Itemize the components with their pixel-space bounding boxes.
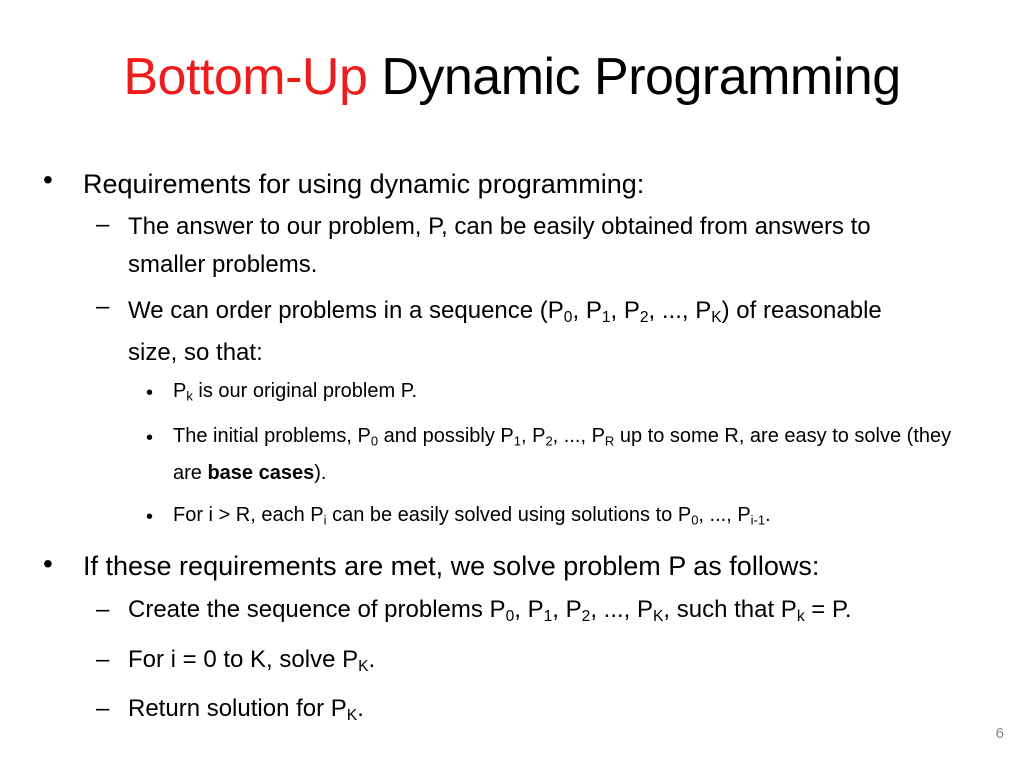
sub-sub-bullet-original: $P_k$ is our original problem P. bbox=[173, 380, 418, 404]
dash-icon: – bbox=[96, 596, 110, 623]
bullet-icon: • bbox=[43, 548, 53, 579]
dash-icon: – bbox=[96, 211, 110, 238]
bullet-if-met: If these requirements are met, we solve problem P as follows: bbox=[83, 551, 820, 581]
sub-sub-bullet-for-i: For i > R, each $P_i$ can be easily solved using solutions to $P_0$, ..., $P_{i-1}$. bbox=[173, 504, 771, 528]
dash-icon: – bbox=[96, 293, 110, 320]
sub-bullet-for-loop: For i = 0 to K, solve $P_K$. bbox=[128, 646, 376, 675]
title-accent: Bottom-Up bbox=[123, 48, 368, 106]
sub-bullet-order: We can order problems in a sequence ($P_0$, $P_1$, $P_2$, ..., $P_K$) of reasonable size, so that: bbox=[128, 297, 882, 366]
slide-title bbox=[0, 42, 1024, 112]
sub-bullet-answer: The answer to our problem, P, can be easily obtained from answers to smaller problems. bbox=[128, 213, 871, 278]
sub-sub-bullet-initial: The initial problems, $P_0$ and possibly $P_1$, $P_2$, ..., $P_R$ up to some R, are easy to solve (they are base cases). bbox=[173, 425, 952, 484]
page-number: 6 bbox=[995, 725, 1004, 742]
small-bullet-icon: • bbox=[146, 382, 154, 404]
bullet-requirements: Requirements for using dynamic programming: bbox=[83, 169, 645, 199]
sub-bullet-create: Create the sequence of problems $P_0$, $P_1$, $P_2$, ..., $P_K$, such that $P_k = P$. bbox=[128, 596, 852, 625]
dash-icon: – bbox=[96, 695, 110, 722]
dash-icon: – bbox=[96, 646, 110, 673]
small-bullet-icon: • bbox=[146, 427, 154, 449]
title-rest: Dynamic Programming bbox=[381, 48, 901, 106]
small-bullet-icon: • bbox=[146, 506, 154, 528]
bullet-icon: • bbox=[43, 164, 53, 195]
sub-bullet-return: Return solution for $P_K$. bbox=[128, 695, 364, 724]
